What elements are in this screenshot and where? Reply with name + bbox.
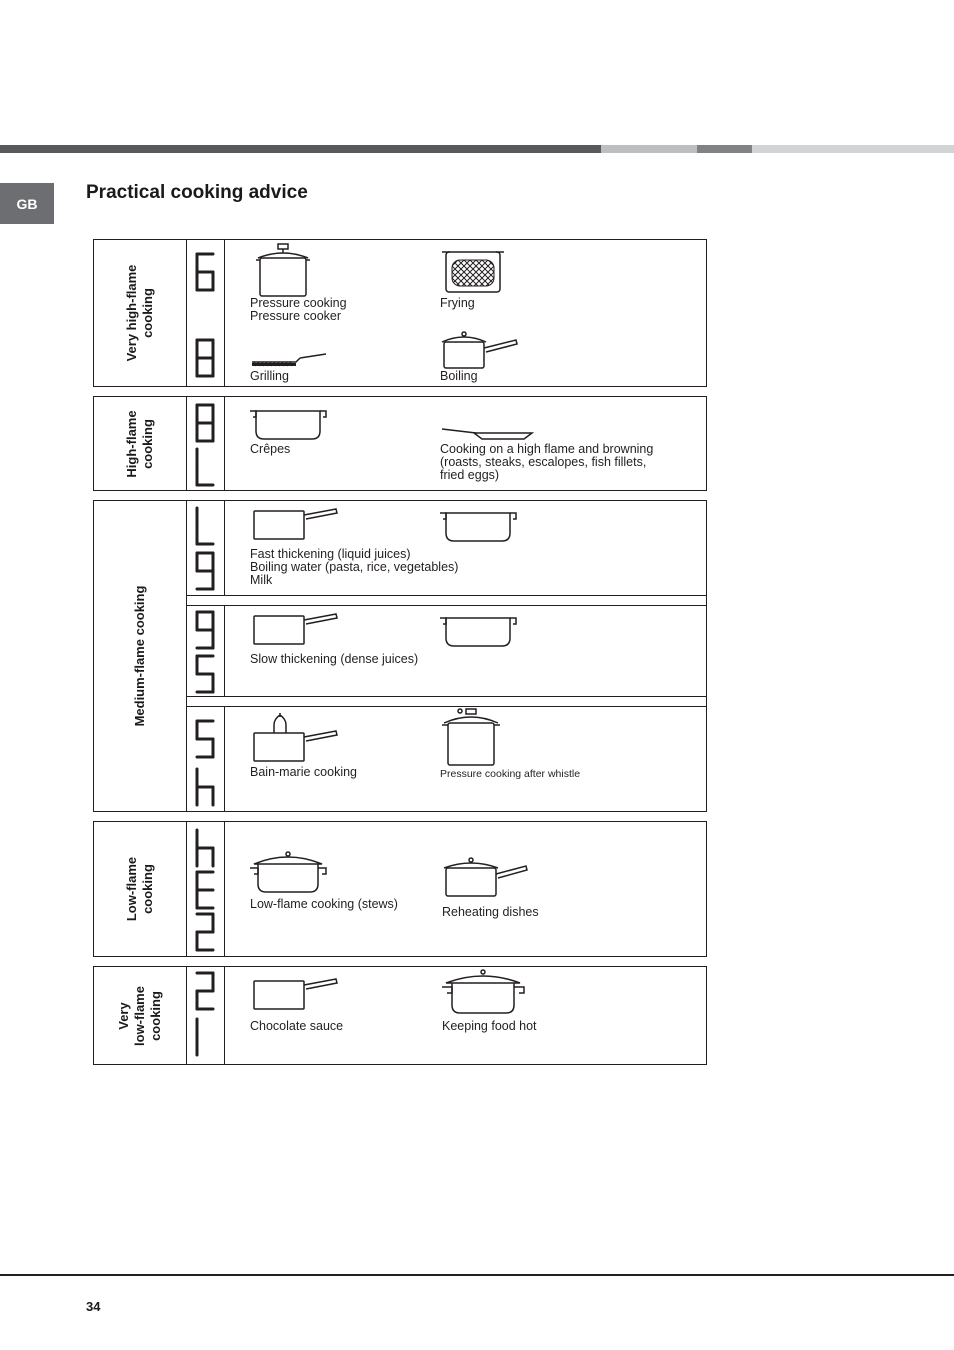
category-cell [94,501,187,811]
language-tab: GB [0,183,54,224]
item-label: Keeping food hot [442,1019,537,1033]
item-label: Fast thickening (liquid juices) Boiling water (pasta, rice, vegetables) Milk [250,547,459,587]
section-low-flame [93,821,707,957]
section-medium-flame [93,500,707,812]
dial-digit [193,767,217,807]
category-label: High-flame cooking [124,409,155,478]
dial-column [187,501,225,595]
category-label: Very high-flame cooking [124,264,155,362]
cell [440,397,700,490]
cell [440,707,640,811]
dial-digit [193,1017,217,1057]
cell [250,967,450,1064]
item-label: Crêpes [250,442,291,456]
item-label: Cooking on a high flame and browning (roasts, steaks, escalopes, fish fillets, fried eggs) [440,442,654,482]
wide-pan-icon [250,407,330,446]
dial-digit [193,506,217,546]
dial-column [187,240,225,386]
wide-pan-icon [440,614,520,653]
section-very-high-flame [93,239,707,387]
item-label: Grilling [250,369,289,383]
dial-digit [193,252,217,292]
item-label: Reheating dishes [442,905,539,919]
dial-digit [193,551,217,591]
dial-column [187,967,225,1064]
page-title: Practical cooking advice [86,182,308,203]
footer-rule [0,1274,954,1276]
saucepan-icon [250,507,340,546]
item-label: Bain-marie cooking [250,765,357,779]
header-bar-light [601,145,697,153]
section-high-flame [93,396,707,491]
header-bar-dark [0,145,601,153]
saucepan-lid-icon [442,856,532,903]
casserole-lid-icon [442,967,526,1020]
casserole-lid-icon [250,850,330,899]
item-label: Slow thickening (dense juices) [250,652,419,666]
bain-marie-icon [250,711,340,768]
cell [250,707,450,811]
saucepan-icon [250,977,340,1016]
cell [442,822,642,956]
saucepan-icon [250,612,340,651]
dial-column [187,707,225,811]
item-label: Pressure cooking after whistle [440,768,581,780]
wide-pan-icon [440,509,520,548]
dial-digit [193,654,217,694]
dial-digit [193,403,217,443]
dial-column [187,606,225,696]
dial-digit [193,719,217,759]
cell [250,822,450,956]
header-bar-pale [752,145,954,153]
cell [440,606,640,696]
frying-basket-icon [440,248,504,301]
row-divider [187,595,706,606]
category-cell [94,397,187,490]
dial-digit [193,912,217,952]
category-cell [94,822,187,956]
dial-digit [193,610,217,650]
category-label: Low-flame cooking [124,856,155,922]
cooking-advice-table [93,239,707,1065]
category-cell [94,967,187,1064]
cell [250,240,450,386]
item-label: Pressure cooking Pressure cooker [250,296,347,323]
section-very-low-flame [93,966,707,1065]
pressure-cooker-icon [250,242,314,303]
cell [442,967,642,1064]
category-label: Very low-flame cooking [116,985,163,1046]
category-label: Medium-flame cooking [132,585,147,727]
cell [440,501,640,595]
page-number: 34 [86,1299,101,1314]
dial-column [187,822,225,956]
row-divider [187,696,706,707]
dial-digit [193,447,217,487]
dial-digit [193,971,217,1011]
dial-column [187,397,225,490]
item-label: Chocolate sauce [250,1019,344,1033]
item-label: Low-flame cooking (stews) [250,897,398,911]
item-label: Frying [440,296,475,310]
cell [250,397,450,490]
category-cell [94,240,187,386]
header-bar-mid [697,145,752,153]
item-label: Boiling [440,369,478,383]
dial-digit [193,338,217,378]
dial-digit [193,870,217,910]
dial-digit [193,828,217,868]
pressure-cooker-whistle-icon [440,707,504,772]
cell [440,240,640,386]
